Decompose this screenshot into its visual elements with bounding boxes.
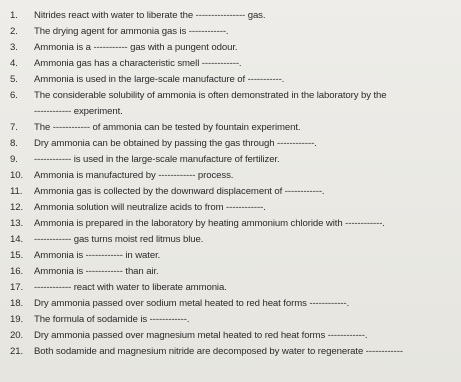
question-text: Ammonia gas is collected by the downward displacement of ------------. [34,186,325,197]
question-text: Dry ammonia passed over magnesium metal heated to red heat forms ------------. [34,330,368,341]
question-text: The considerable solubility of ammonia is often demonstrated in the laboratory by the [34,90,387,101]
question-number: 6. [10,90,18,101]
question-number: 14. [10,234,24,245]
question-number: 3. [10,42,18,53]
question-number: 19. [10,314,24,325]
question-text: ------------ experiment. [34,106,123,117]
question-text: Ammonia is prepared in the laboratory by heating ammonium chloride with ------------. [34,218,385,229]
question-text: Ammonia is manufactured by ------------ process. [34,170,234,181]
question-text: Dry ammonia can be obtained by passing the gas through ------------. [34,138,317,149]
question-number: 8. [10,138,18,149]
question-text: The drying agent for ammonia gas is ------------. [34,26,229,37]
question-text: ------------ gas turns moist red litmus blue. [34,234,204,245]
question-text: Ammonia solution will neutralize acids to from ------------. [34,202,266,213]
question-number: 16. [10,266,24,277]
question-number: 13. [10,218,24,229]
question-text: ------------ is used in the large-scale manufacture of fertilizer. [34,154,280,165]
question-number: 7. [10,122,18,133]
question-text: Both sodamide and magnesium nitride are decomposed by water to regenerate ------------ [34,346,403,357]
question-number: 10. [10,170,24,181]
question-number: 2. [10,26,18,37]
question-number: 20. [10,330,24,341]
question-number: 11. [10,186,23,197]
question-text: Ammonia gas has a characteristic smell ------------. [34,58,242,69]
question-number: 17. [10,282,24,293]
question-number: 12. [10,202,24,213]
question-number: 1. [10,10,18,21]
question-text: Ammonia is ------------ in water. [34,250,161,261]
question-text: Nitrides react with water to liberate the ---------------- gas. [34,10,266,21]
question-number: 18. [10,298,24,309]
question-number: 9. [10,154,18,165]
question-text: ------------ react with water to liberate ammonia. [34,282,227,293]
question-text: Ammonia is used in the large-scale manufacture of -----------. [34,74,285,85]
question-text: Ammonia is ------------ than air. [34,266,159,277]
question-number: 5. [10,74,18,85]
question-text: Ammonia is a ----------- gas with a pungent odour. [34,42,238,53]
question-text: Dry ammonia passed over sodium metal heated to red heat forms ------------. [34,298,350,309]
question-number: 4. [10,58,18,69]
question-text: The formula of sodamide is ------------. [34,314,190,325]
question-number: 21. [10,346,24,357]
question-text: The ------------ of ammonia can be tested by fountain experiment. [34,122,301,133]
question-number: 15. [10,250,24,261]
